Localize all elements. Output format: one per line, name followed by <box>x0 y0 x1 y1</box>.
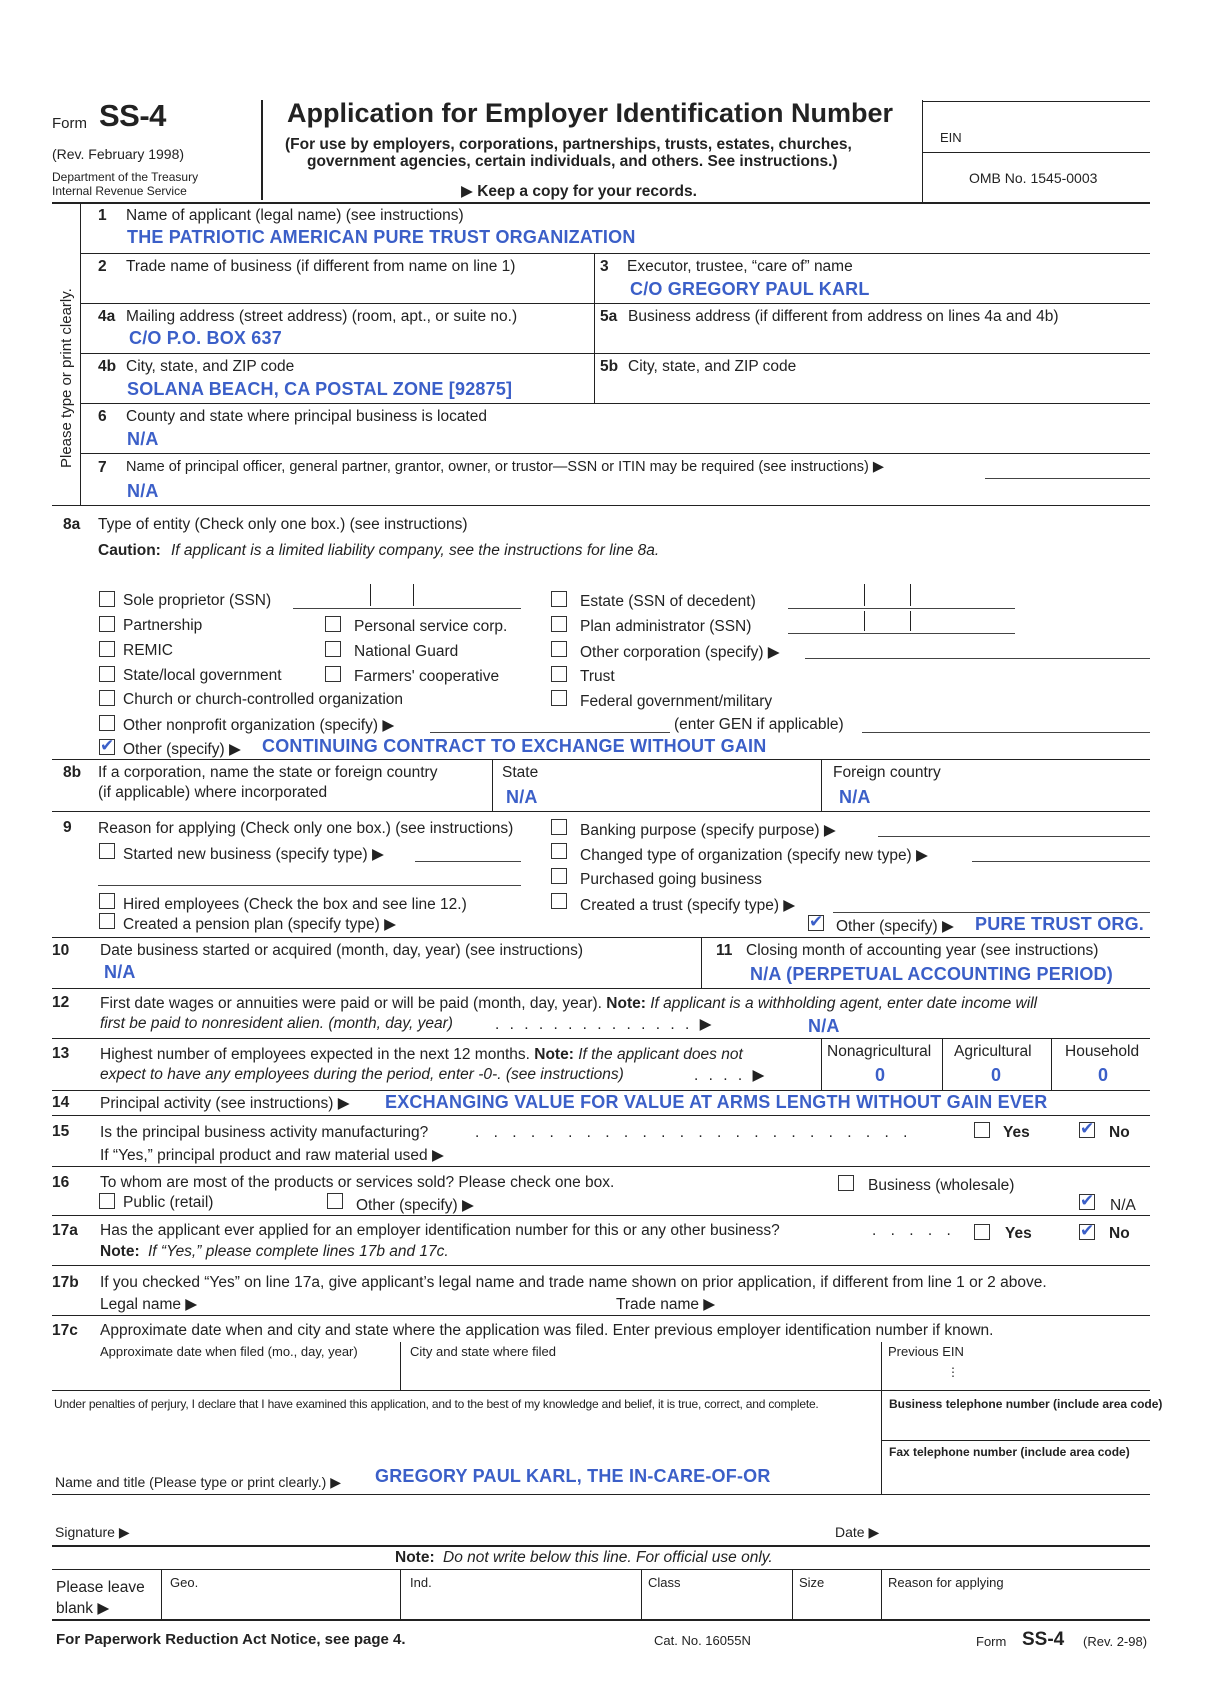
wholesale-checkbox[interactable] <box>838 1175 854 1191</box>
department: Department of the Treasury <box>52 170 199 184</box>
state-local-government-checkbox[interactable] <box>99 666 115 682</box>
date-started-value[interactable]: N/A <box>104 962 136 982</box>
manufacturing-no-checkbox[interactable] <box>1079 1122 1095 1138</box>
plan-administrator-label: Plan administrator (SSN) <box>580 618 752 635</box>
retail-label: Public (retail) <box>123 1194 214 1211</box>
ein-label: EIN <box>940 130 962 145</box>
city-state-zip-value[interactable]: SOLANA BEACH, CA POSTAL ZONE [92875] <box>127 379 513 399</box>
previous-ein-label: Previous EIN <box>888 1344 964 1359</box>
line-4b-number: 4b <box>98 358 117 375</box>
line-12-number: 12 <box>52 994 70 1011</box>
please-leave-label: Please leave <box>56 1579 145 1596</box>
created-trust-checkbox[interactable] <box>551 893 567 909</box>
size-field-label: Size <box>799 1575 825 1590</box>
legal-name-label: Legal name ▶ <box>100 1296 198 1313</box>
previous-ein-separator: ⋮ <box>947 1365 959 1379</box>
date-label: Date ▶ <box>835 1524 880 1540</box>
partnership-label: Partnership <box>123 617 203 634</box>
trust-checkbox[interactable] <box>551 666 567 682</box>
line-1-label: Name of applicant (legal name) (see instructions) <box>126 207 464 224</box>
national-guard-label: National Guard <box>354 643 459 660</box>
manufacturing-yes-label: Yes <box>1003 1124 1030 1141</box>
line-15-number: 15 <box>52 1123 70 1140</box>
principal-activity-value[interactable]: EXCHANGING VALUE FOR VALUE AT ARMS LENGTH WITHOUT GAIN EVER <box>385 1092 1048 1112</box>
entity-other-value[interactable]: CONTINUING CONTRACT TO EXCHANGE WITHOUT GAIN <box>262 736 767 756</box>
line-12-note-text: If applicant is a withholding agent, enter date income will <box>650 995 1038 1012</box>
changed-type-label: Changed type of organization (specify new type) ▶ <box>580 847 928 864</box>
foreign-country-label: Foreign country <box>833 764 941 781</box>
line-12-note-bold: Note: <box>606 995 646 1012</box>
line-14-number: 14 <box>52 1094 70 1111</box>
line-7-number: 7 <box>98 459 107 476</box>
line-10-number: 10 <box>52 942 70 959</box>
line-10-label: Date business started or acquired (month, day, year) (see instructions) <box>100 942 584 959</box>
closing-month-value[interactable]: N/A (PERPETUAL ACCOUNTING PERIOD) <box>750 964 1113 984</box>
line-8a-number: 8a <box>63 516 81 533</box>
catalog-number: Cat. No. 16055N <box>654 1633 751 1648</box>
business-phone-label: Business telephone number (include area code) <box>889 1397 1163 1411</box>
line-8b-number: 8b <box>63 764 82 781</box>
line-9-number: 9 <box>63 819 72 836</box>
plan-administrator-checkbox[interactable] <box>551 616 567 632</box>
principal-officer-value[interactable]: N/A <box>127 481 159 501</box>
nonagricultural-label: Nonagricultural <box>827 1043 932 1060</box>
personal-service-corp-checkbox[interactable] <box>325 616 341 632</box>
line-17a-number: 17a <box>52 1222 78 1239</box>
other-nonprofit-checkbox[interactable] <box>99 715 115 731</box>
form-subtitle-2: government agencies, certain individuals, and others. See instructions.) <box>307 153 838 170</box>
paperwork-notice: For Paperwork Reduction Act Notice, see page 4. <box>56 1631 406 1648</box>
line-9-label: Reason for applying (Check only one box.) (see instructions) <box>98 820 514 837</box>
trust-label: Trust <box>580 668 615 685</box>
line-15-dots: . . . . . . . . . . . . . . . . . . . . . . . . <box>475 1124 913 1141</box>
line-17c-label: Approximate date when and city and state where the application was filed. Enter previous employer identification number if known. <box>100 1322 994 1339</box>
started-new-business-label: Started new business (specify type) ▶ <box>123 846 384 863</box>
line-12-dots: . . . . . . . . . . . . . . ▶ <box>495 1016 715 1033</box>
purchased-going-business-checkbox[interactable] <box>551 868 567 884</box>
keep-copy-note: ▶ Keep a copy for your records. <box>461 183 697 200</box>
manufacturing-no-label: No <box>1109 1124 1130 1141</box>
line-1-number: 1 <box>98 207 107 224</box>
city-state-column-label: City and state where filed <box>410 1344 556 1359</box>
official-note: Do not write below this line. For official use only. <box>443 1549 773 1566</box>
sole-proprietor-label: Sole proprietor (SSN) <box>123 592 272 609</box>
care-of-name-value[interactable]: C/O GREGORY PAUL KARL <box>630 279 870 299</box>
household-value[interactable]: 0 <box>1098 1065 1109 1085</box>
line-13-note-bold: Note: <box>534 1046 574 1063</box>
line-13-note-text: If the applicant does not <box>578 1046 743 1063</box>
estate-checkbox[interactable] <box>551 591 567 607</box>
form-title: Application for Employer Identification Number <box>287 98 894 128</box>
line-12-text-3: first be paid to nonresident alien. (month, day, year) <box>100 1015 453 1032</box>
line-4a-label: Mailing address (street address) (room, apt., or suite no.) <box>126 308 518 325</box>
pension-plan-label: Created a pension plan (specify type) ▶ <box>123 916 396 933</box>
line-13-text-main: Highest number of employees expected in the next 12 months. <box>100 1046 530 1063</box>
line-15-label: Is the principal business activity manufacturing? <box>100 1124 429 1141</box>
federal-government-label: Federal government/military <box>580 693 773 710</box>
line-5b-label: City, state, and ZIP code <box>628 358 797 375</box>
county-state-value[interactable]: N/A <box>127 429 159 449</box>
other-corporation-checkbox[interactable] <box>551 641 567 657</box>
line-7-label: Name of principal officer, general partner, grantor, owner, or trustor—SSN or ITIN may be required (see instructions) ▶ <box>126 459 884 475</box>
reason-other-label: Other (specify) ▶ <box>836 918 954 935</box>
farmers-cooperative-label: Farmers' cooperative <box>354 668 500 685</box>
purchased-going-business-label: Purchased going business <box>580 871 762 888</box>
applied-before-yes-label: Yes <box>1005 1225 1032 1242</box>
line-17a-dots: . . . . . <box>872 1222 956 1239</box>
state-label: State <box>502 764 539 781</box>
name-title-value[interactable]: GREGORY PAUL KARL, THE IN-CARE-OF-OR <box>375 1466 771 1486</box>
wholesale-label: Business (wholesale) <box>868 1177 1015 1194</box>
form-word: Form <box>52 115 87 132</box>
approx-date-column-label: Approximate date when filed (mo., day, year) <box>100 1344 358 1359</box>
farmers-cooperative-checkbox[interactable] <box>325 666 341 682</box>
form-number: SS-4 <box>99 98 166 133</box>
line-17a-note: If “Yes,” please complete lines 17b and 17c. <box>148 1243 449 1260</box>
other-specify-label: Other (specify) ▶ <box>123 741 241 758</box>
line-12-text-1 <box>100 995 1037 1013</box>
line-17b-label: If you checked “Yes” on line 17a, give applicant’s legal name and trade name shown on prior application, if different from line 1 or 2 above. <box>100 1274 1047 1291</box>
sales-na-checkbox[interactable] <box>1079 1194 1095 1210</box>
created-trust-label: Created a trust (specify type) ▶ <box>580 897 796 914</box>
line-5a-number: 5a <box>600 308 618 325</box>
line-8b-label-2: (if applicable) where incorporated <box>98 784 328 801</box>
enter-gen-label: (enter GEN if applicable) <box>674 716 844 733</box>
other-sales-label: Other (specify) ▶ <box>356 1197 474 1214</box>
other-nonprofit-label: Other nonprofit organization (specify) ▶ <box>123 717 395 734</box>
line-6-number: 6 <box>98 408 107 425</box>
household-label: Household <box>1065 1043 1140 1060</box>
state-value[interactable]: N/A <box>506 787 538 807</box>
line-3-number: 3 <box>600 258 609 275</box>
partnership-checkbox[interactable] <box>99 616 115 632</box>
remic-label: REMIC <box>123 642 173 659</box>
reason-field-label: Reason for applying <box>888 1575 1004 1590</box>
other-corporation-label: Other corporation (specify) ▶ <box>580 644 780 661</box>
line-17b-number: 17b <box>52 1274 79 1291</box>
line-17a-label: Has the applicant ever applied for an employer identification number for this or any other business? <box>100 1222 780 1239</box>
perjury-statement: Under penalties of perjury, I declare that I have examined this application, and to the best of my knowledge and belief, it is true, correct, and complete. <box>54 1397 819 1411</box>
trade-name-label: Trade name ▶ <box>616 1296 716 1313</box>
national-guard-checkbox[interactable] <box>325 641 341 657</box>
omb-number: OMB No. 1545-0003 <box>969 170 1098 186</box>
line-17a-note-bold: Note: <box>100 1243 140 1260</box>
line-13-dots: . . . . ▶ <box>694 1067 768 1084</box>
geo-field-label: Geo. <box>170 1575 199 1590</box>
line-13-text-3: expect to have any employees during the period, enter -0-. (see instructions) <box>100 1066 624 1083</box>
banking-purpose-checkbox[interactable] <box>551 819 567 835</box>
line-8a-label: Type of entity (Check only one box.) (see instructions) <box>98 516 468 533</box>
line-2-number: 2 <box>98 258 107 275</box>
line-4b-label: City, state, and ZIP code <box>126 358 295 375</box>
federal-government-checkbox[interactable] <box>551 690 567 706</box>
agricultural-value[interactable]: 0 <box>991 1065 1002 1085</box>
line-3-label: Executor, trustee, “care of” name <box>627 258 853 275</box>
retail-checkbox[interactable] <box>99 1193 115 1209</box>
type-or-print-label: Please type or print clearly. <box>58 288 75 468</box>
fax-phone-label: Fax telephone number (include area code) <box>889 1445 1130 1459</box>
line-8b-label-1: If a corporation, name the state or foreign country <box>98 764 438 781</box>
line-16-label: To whom are most of the products or services sold? Please check one box. <box>100 1174 615 1191</box>
foreign-country-value[interactable]: N/A <box>839 787 871 807</box>
line-17c-number: 17c <box>52 1322 78 1339</box>
form-subtitle-1: (For use by employers, corporations, partnerships, trusts, estates, churches, <box>285 136 852 153</box>
footer-form-number: SS-4 <box>1022 1629 1065 1650</box>
banking-purpose-label: Banking purpose (specify purpose) ▶ <box>580 822 836 839</box>
line-11-label: Closing month of accounting year (see instructions) <box>746 942 1099 959</box>
line-13-number: 13 <box>52 1045 70 1062</box>
church-label: Church or church-controlled organization <box>123 691 404 708</box>
sole-proprietor-checkbox[interactable] <box>99 591 115 607</box>
applied-before-no-label: No <box>1109 1225 1130 1242</box>
line-16-number: 16 <box>52 1174 70 1191</box>
signature-label: Signature ▶ <box>55 1524 130 1540</box>
please-leave-blank-label: blank ▶ <box>56 1600 110 1617</box>
manufacturing-yes-checkbox[interactable] <box>974 1122 990 1138</box>
pension-plan-checkbox[interactable] <box>99 913 115 929</box>
class-field-label: Class <box>648 1575 681 1590</box>
started-new-business-checkbox[interactable] <box>99 843 115 859</box>
other-sales-checkbox[interactable] <box>327 1193 343 1209</box>
applicant-name-value[interactable]: THE PATRIOTIC AMERICAN PURE TRUST ORGANIZATION <box>127 227 636 247</box>
sales-na-label: N/A <box>1110 1197 1136 1214</box>
caution-bold: Caution: <box>98 542 161 559</box>
first-wages-date-value[interactable]: N/A <box>808 1016 840 1036</box>
hired-employees-checkbox[interactable] <box>99 893 115 909</box>
caution-text: If applicant is a limited liability company, see the instructions for line 8a. <box>171 542 660 559</box>
church-checkbox[interactable] <box>99 690 115 706</box>
line-11-number: 11 <box>716 942 733 959</box>
mailing-address-value[interactable]: C/O P.O. BOX 637 <box>129 328 282 348</box>
line-13-text-1 <box>100 1046 743 1064</box>
line-6-label: County and state where principal business is located <box>126 408 488 425</box>
footer-form-word: Form <box>976 1634 1007 1649</box>
remic-checkbox[interactable] <box>99 641 115 657</box>
irs-service: Internal Revenue Service <box>52 184 187 198</box>
official-note-bold: Note: <box>395 1549 435 1566</box>
line-5a-label: Business address (if different from address on lines 4a and 4b) <box>628 308 1059 325</box>
hired-employees-label: Hired employees (Check the box and see line 12.) <box>123 896 467 913</box>
personal-service-corp-label: Personal service corp. <box>354 618 508 635</box>
estate-label: Estate (SSN of decedent) <box>580 593 756 610</box>
changed-type-checkbox[interactable] <box>551 843 567 859</box>
nonagricultural-value[interactable]: 0 <box>875 1065 886 1085</box>
state-local-government-label: State/local government <box>123 667 282 684</box>
line-5b-number: 5b <box>600 358 619 375</box>
footer-revision: (Rev. 2-98) <box>1083 1634 1148 1649</box>
line-14-label: Principal activity (see instructions) ▶ <box>100 1095 350 1112</box>
ind-field-label: Ind. <box>410 1575 432 1590</box>
agricultural-label: Agricultural <box>954 1043 1032 1060</box>
line-4a-number: 4a <box>98 308 116 325</box>
applied-before-no-checkbox[interactable] <box>1079 1224 1095 1240</box>
other-specify-checkbox[interactable] <box>99 739 115 755</box>
form-revision: (Rev. February 1998) <box>52 146 185 162</box>
line-15-sub: If “Yes,” principal product and raw material used ▶ <box>100 1147 444 1164</box>
line-2-label: Trade name of business (if different from name on line 1) <box>126 258 516 275</box>
applied-before-yes-checkbox[interactable] <box>974 1224 990 1240</box>
line-12-text-main: First date wages or annuities were paid or will be paid (month, day, year). <box>100 995 602 1012</box>
reason-other-checkbox[interactable] <box>808 915 824 931</box>
reason-other-value[interactable]: PURE TRUST ORG. <box>975 914 1145 934</box>
name-title-label: Name and title (Please type or print clearly.) ▶ <box>55 1474 341 1490</box>
